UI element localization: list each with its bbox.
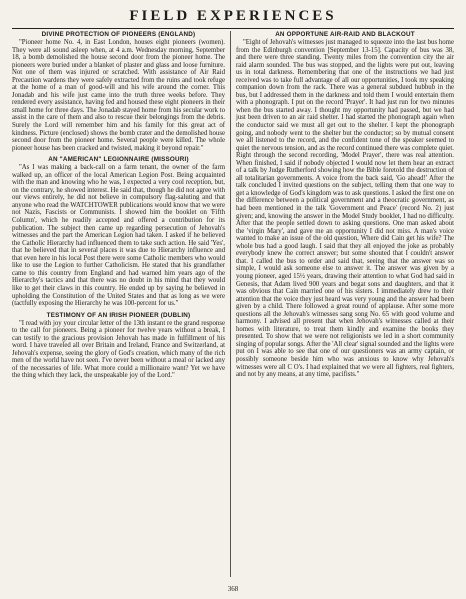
right-column	[236, 31, 454, 579]
article-heading: AN "AMERICAN" LEGIONNAIRE (MISSOURI)	[48, 156, 189, 164]
left-column	[12, 31, 225, 579]
article-paragraph: "Eight of Jehovah's witnesses just managed to squeeze into the last bus home from the Edinburgh convention [September 13-15]. Capacity of bus was 38, and there were three standing. Twenty miles from the convention city the air raid alarm sounded. The bus was stopped, and the lights were put out, leaving us in total darkness. Remembering that one of the instructions we had just received was to take full advantage of all our opportunities, I took my speaking companion down from the rack. There was a general subdued hubbub in the bus, but I addressed them in the darkness and told them I would entertain them with a phonograph. I put on the record 'Prayer'. It had just run for two minutes when the bus started away. I thought my opportunity had passed, but we had just been driven to an air raid shelter. I had started the phonograph again when the conductor said we must all get out to the shelter. I kept the phonograph going, and nobody went to the shelter but the conductor; so by mutual consent we all listened to the record, and the confident tone of the speaker seemed to quiet the nervous tension, and as the record continued there was complete quiet. Right through the second recording, 'Model Prayer', there was real attention. When finished, I said if nobody objected I would now let them hear an extract of a talk by Judge Rutherford showing how the Bible foretold the destruction of all totalitarian governments. A voice from the back said, 'Go ahead!' After the talk concluded I invited questions on the subject, telling them that one way to get a knowledge of God's kingdom was to ask questions. I asked the first one on the difference between a political government and a theocratic government, as had been mentioned in the talk 'Government and Peace' (record No. 2) just given; and, knowing the answer in the Model Study booklet, I had no difficulty. After that the people settled down to asking questions. One man asked about the 'virgin Mary', and gave me an opportunity I did not miss. A man's voice wanted to make an issue of the old question, Where did Cain get his wife? The whole bus had a good laugh. I said that they all enjoyed the joke as probably everybody knew the correct answer; but some shouted that I couldn't answer that. I called the bus to order and said that, seeing that the answer was so simple, I would ask someone else to answer it. The answer was given by a young pioneer, aged 15½ years, drawing their attention to what God had said in Genesis, that Adam lived 900 years and begat sons and daughters, and that it was obvious that Cain married one of his sisters. I immediately drew to their attention that the voice they just heard was very young and the answer had been given by a child. There followed a great round of applause. After some more questions all the Jehovah's witnesses sang song No. 65 with good volume and harmony. I advised all present that when Jehovah's witnesses called at their homes with literature, to treat them kindly and examine the books they presented. To show that we were not religionists we led in a short community singing of popular songs. After the 'All clear' signal sounded and the lights were put on I was able to see that one of our questioners was an army captain, or possibly someone beside him who was anxious to know why Jehovah's witnesses were all C O's. I had explained that we were all fighters, real fighters, and not by any means, at any time, pacifists."	[236, 39, 454, 379]
column-divider	[230, 31, 231, 577]
article-air-raid-blackout	[236, 31, 454, 379]
article-heading: TESTIMONY OF AN IRISH PIONEER (DUBLIN)	[46, 311, 191, 319]
header-rule	[12, 28, 454, 29]
article-heading: AN OPPORTUNE AIR-RAID AND BLACKOUT	[275, 31, 415, 38]
page-title: FIELD EXPERIENCES	[129, 8, 337, 24]
article-paragraph: "As I was making a back-call on a farm tenant, the owner of the farm walked up, an officer of the local American Legion Post. Being acquainted with the man and knowing who he was, I expected a very cool reception, but, on the contrary, he showed interest. He said that, though he did not agree with our views entirely, he did not believe in compulsory flag-saluting and that anyone who read the WATCHTOWER publications would know that we were not Nazis, Fascists or Communists. I showed him the booklet on 'Fifth Column', which he readily accepted and offered a contribution for its publication. The subject then came up regarding persecution of Jehovah's witnesses and the part the American Legion had taken. I asked if he believed the Catholic Hierarchy had influenced them to take such action. He said 'Yes', that he believed that in several places it was due to Hierarchy influence and that even here in his local Post there were some Catholic members who would like to use the Legion to further Catholicism. He stated that his grandfather came to this country from England and had warned him years ago of the Hierarchy's tactics and that there was no doubt in his mind that they would like to get their claws in this country. He ended up by saying he believed in upholding the Constitution of the United States and that as long as we were (tactfully exposing the Hierarchy he was 100-percent for us."	[12, 164, 225, 308]
article-paragraph: "I read with joy your circular letter of the 13th instant re the grand response to the call for pioneers. Being a pioneer for twelve years without a break, I can testify to the gracious provision Jehovah has made in fulfillment of his word. I have traveled all over Britain and Ireland, France and Switzerland, at Jehovah's expense, seeing the glory of God's creation, which many of the rich men of the world have not seen. I've never been without a meal or lacked any of the necessaries of life. What more could a millionaire want? Yet we have the thing which they lack, the unspeakable joy of the Lord."	[12, 319, 225, 380]
article-heading: DIVINE PROTECTION OF PIONEERS (ENGLAND)	[41, 31, 196, 38]
article-paragraph: "Pioneer home No. 4, in East London, houses eight pioneers (women). They were all sound asleep when, at 4 a.m. Wednesday morning, September 18, a bomb demolished the house second door from the pioneer home. The pioneers were buried under a blanket of plaster and glass and loose furniture. Not one of them was injured or scratched. With assistance of Air Raid Precaution wardens they were safely extracted from the ruins and took refuge at the home of a man of good-will and his wife around the corner. This Jonadab and his wife just came into the truth three weeks before. They rendered every assistance, having fed and housed these eight pioneers in their small home for three days. The Jonadab stayed home from his secular work to assist in the care of them and also to rescue their belongings from the debris. Surely the Lord will remember him and his family for this great act of kindness. Picture (enclosed) shows the bomb crater and the demolished house second door from the pioneer home. Several people were killed. The whole pioneer house has been cracked and twisted, making it beyond repair."	[12, 39, 225, 152]
article-american-legionnaire	[12, 156, 225, 307]
page-number: 368	[227, 585, 239, 593]
article-irish-pioneer	[12, 312, 225, 380]
article-divine-protection	[12, 31, 225, 152]
